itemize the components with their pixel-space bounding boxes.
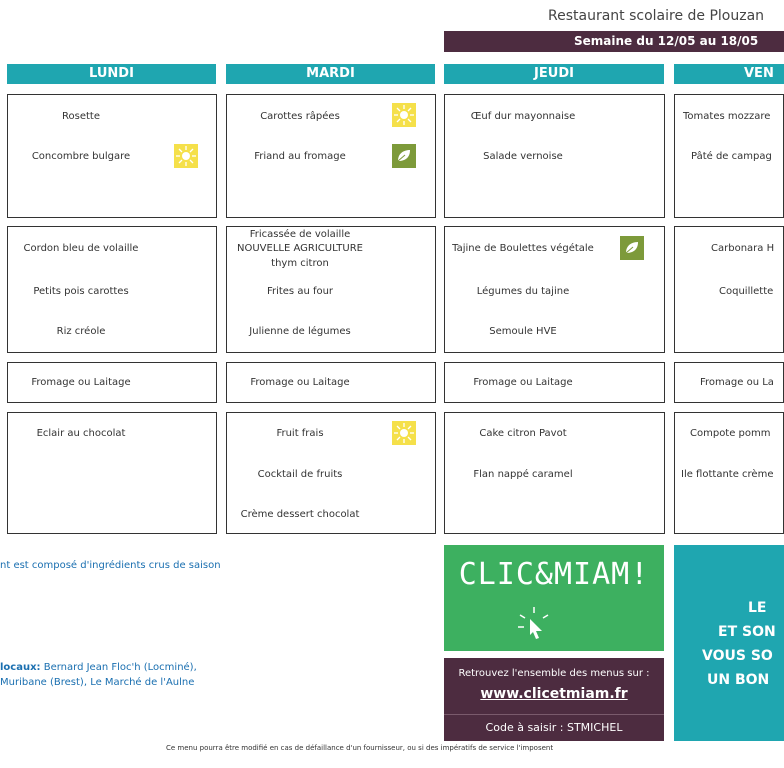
dairy-box-vendredi [674, 362, 784, 403]
menu-item: Flan nappé caramel [473, 469, 573, 480]
access-code: Code à saisir : STMICHEL [485, 721, 623, 734]
menu-item: Crème dessert chocolat [240, 509, 360, 520]
menu-item: Frites au four [266, 286, 334, 297]
menu-item: Carottes râpées [260, 111, 340, 122]
local-suppliers-note [0, 660, 197, 690]
starter-box-vendredi [674, 94, 784, 218]
menu-item: Salade vernoise [483, 151, 563, 162]
main-box-mardi [226, 226, 436, 353]
menu-item: Fromage ou La [700, 377, 774, 388]
menu-item: Carbonara H [711, 243, 775, 254]
dairy-box-lundi [7, 362, 217, 403]
sun-icon [174, 144, 198, 168]
menu-item: Tajine de Boulettes végétale [452, 243, 594, 254]
clicetmiam-logo-panel [444, 545, 664, 651]
footnote: Ce menu pourra être modifié en cas de défaillance d'un fournisseur, ou si des impératifs de service l'imposent [166, 744, 554, 752]
menu-item: Concombre bulgare [31, 151, 131, 162]
menu-item: Cake citron Pavot [479, 428, 567, 439]
local-line1: Bernard Jean Floc'h (Locminé), [40, 662, 197, 673]
retrouvez-text: Retrouvez l'ensemble des menus sur : [458, 668, 650, 679]
menu-item: Ile flottante crème [681, 469, 774, 480]
day-header-jeudi: JEUDI [444, 64, 664, 84]
teal-line: ET SON [718, 624, 776, 640]
logo-text: CLIC&MIAM! [458, 557, 650, 592]
menu-item: Cordon bleu de volaille [23, 243, 139, 254]
main-box-lundi [7, 226, 217, 353]
menu-item: Fromage ou Laitage [31, 377, 131, 388]
divider [444, 714, 664, 715]
menu-item: Compote pomm [690, 428, 771, 439]
starter-box-mardi [226, 94, 436, 218]
cursor-icon [512, 603, 552, 647]
leaf-icon [620, 236, 644, 260]
menu-item: Petits pois carottes [33, 286, 129, 297]
menus-info-panel [444, 658, 664, 741]
teal-line: VOUS SO [702, 648, 773, 664]
menu-item: Semoule HVE [489, 326, 557, 337]
restaurant-title: Restaurant scolaire de Plouzan [548, 8, 765, 24]
menu-item: Rosette [62, 111, 100, 122]
week-banner: Semaine du 12/05 au 18/05 [444, 31, 784, 52]
menu-item: Fromage ou Laitage [250, 377, 350, 388]
local-label: locaux: [0, 662, 41, 673]
dairy-box-mardi [226, 362, 436, 403]
menu-item: thym citron [271, 258, 329, 269]
website-link[interactable]: www.clicetmiam.fr [480, 686, 628, 702]
menu-item: Fromage ou Laitage [473, 377, 573, 388]
menu-item: Fruit frais [276, 428, 324, 439]
main-box-vendredi [674, 226, 784, 353]
teal-line: LE [748, 600, 767, 616]
teal-message-panel [674, 545, 784, 741]
day-header-mardi: MARDI [226, 64, 435, 84]
menu-item: NOUVELLE AGRICULTURE [237, 243, 363, 254]
menu-item: Friand au fromage [254, 151, 346, 162]
menu-item: Pâté de campag [691, 151, 772, 162]
day-header-lundi: LUNDI [7, 64, 216, 84]
main-box-jeudi [444, 226, 665, 353]
menu-item: Riz créole [56, 326, 106, 337]
sun-icon [392, 421, 416, 445]
starter-box-jeudi [444, 94, 665, 218]
dairy-box-jeudi [444, 362, 665, 403]
sun-icon [392, 103, 416, 127]
menu-item: Cocktail de fruits [257, 469, 343, 480]
local-line2: Muribane (Brest), Le Marché de l'Aulne [0, 677, 195, 688]
menu-item: Légumes du tajine [476, 286, 570, 297]
menu-item: Tomates mozzare [683, 111, 771, 122]
menu-item: Coquillette [719, 286, 774, 297]
leaf-icon [392, 144, 416, 168]
dessert-box-jeudi [444, 412, 665, 534]
teal-line: UN BON [707, 672, 770, 688]
day-header-vendredi: VEN [674, 64, 784, 84]
season-note: nt est composé d'ingrédients crus de saison [0, 560, 221, 571]
menu-item: Fricassée de volaille [249, 229, 351, 240]
dessert-box-vendredi [674, 412, 784, 534]
dessert-box-lundi [7, 412, 217, 534]
starter-box-lundi [7, 94, 217, 218]
dessert-box-mardi [226, 412, 436, 534]
menu-item: Œuf dur mayonnaise [470, 111, 576, 122]
menu-item: Julienne de légumes [249, 326, 351, 337]
menu-item: Eclair au chocolat [36, 428, 126, 439]
